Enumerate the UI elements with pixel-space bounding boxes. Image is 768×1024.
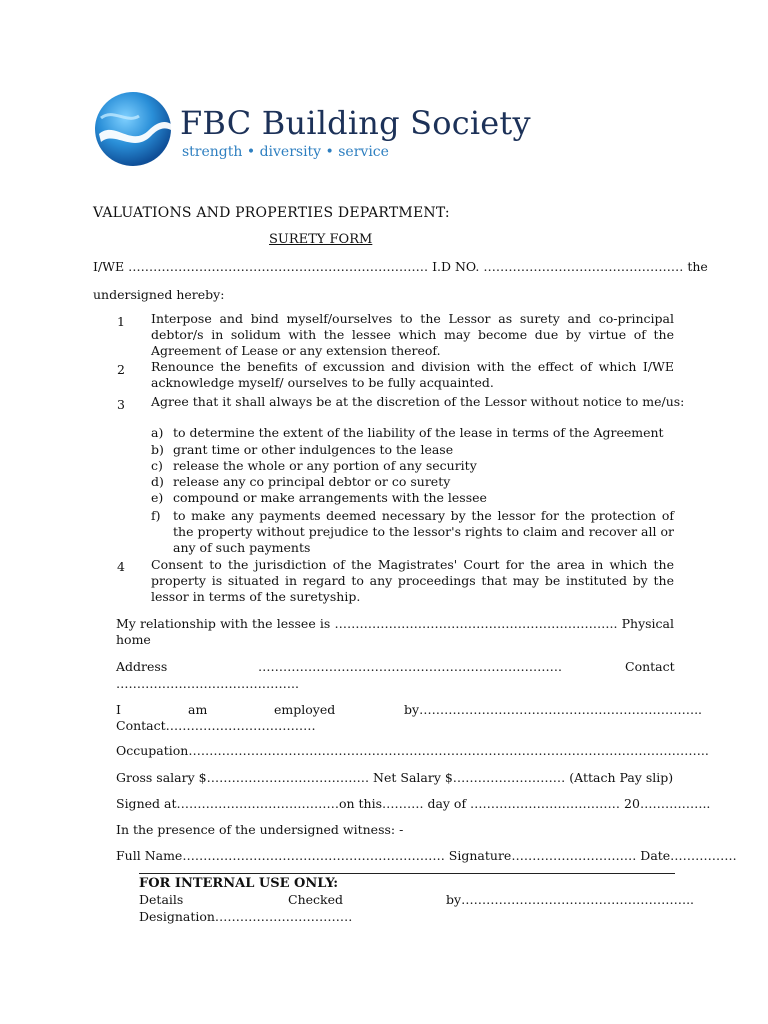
sub-item-text: release any co principal debtor or co surety <box>173 474 451 489</box>
witness-signature-fields[interactable]: Full Name……………………………………………………… Signature………………………… Date……………. <box>116 848 737 863</box>
employed-word: am <box>188 702 208 717</box>
signed-at-fields[interactable]: Signed at…………………………………on this………. day of ……………………………… 20…………….. <box>116 796 711 811</box>
sub-item-letter: c) <box>151 458 163 473</box>
clause-text: Consent to the jurisdiction of the Magistrates' Court for the area in which the property is situated in regard to any proceedings that may be instituted by the lessor in terms of the suretyship. <box>151 557 674 604</box>
department-heading: VALUATIONS AND PROPERTIES DEPARTMENT: <box>93 205 450 221</box>
org-name: FBC Building Society <box>180 104 531 142</box>
sub-item-letter: f) <box>151 508 161 523</box>
sub-item-letter: b) <box>151 442 164 457</box>
occupation-field[interactable]: Occupation…………………………………………………………………………………………………………….. <box>116 743 709 758</box>
sub-item-text: release the whole or any portion of any security <box>173 458 477 473</box>
clause-text: Agree that it shall always be at the discretion of the Lessor without notice to me/us: <box>151 394 685 409</box>
clause-number: 4 <box>117 559 125 574</box>
org-tagline: strength • diversity • service <box>182 144 389 160</box>
clause-number: 2 <box>117 362 125 377</box>
sub-item-text: to make any payments deemed necessary by the lessor for the protection of the property without prejudice to the lessor's rights to claim and recover all or any of such payments <box>173 508 674 555</box>
employer-field[interactable]: by………………………………………………………….. <box>404 702 703 717</box>
intro-line-undersigned: undersigned hereby: <box>93 287 225 302</box>
witness-label: In the presence of the undersigned witness: - <box>116 822 404 837</box>
sub-item-text: grant time or other indulgences to the lease <box>173 442 454 457</box>
address-label: Address <box>116 659 168 674</box>
contact-field[interactable]: …………………………………….. <box>116 676 299 691</box>
sub-item-letter: a) <box>151 425 164 440</box>
sub-item-text: to determine the extent of the liability of the lease in terms of the Agreement <box>173 425 664 440</box>
internal-designation-field[interactable]: Designation…………………………… <box>139 909 353 924</box>
sub-item-text: compound or make arrangements with the lessee <box>173 490 487 505</box>
clause-text: Interpose and bind myself/ourselves to the Lessor as surety and co-principal debtor/s in solidum with the lessee which may become due by virtue of the Agreement of Lease or any extension thereof. <box>151 311 674 358</box>
internal-checked-by-field[interactable]: by……………………………………………….. <box>446 892 695 907</box>
clause-number: 3 <box>117 397 125 412</box>
fbc-logo-swoosh-icon <box>93 90 173 168</box>
address-field[interactable]: ………………………………………………………………. <box>258 659 562 674</box>
internal-use-title: FOR INTERNAL USE ONLY: <box>139 876 339 891</box>
relationship-field[interactable]: My relationship with the lessee is ………………………………………………………….. Physical <box>116 616 674 631</box>
clause-text: Renounce the benefits of excussion and division with the effect of which I/WE acknowledge myself/ ourselves to be fully acquainted. <box>151 359 674 390</box>
sub-item-letter: d) <box>151 474 164 489</box>
clause-number: 1 <box>117 314 125 329</box>
salary-fields[interactable]: Gross salary $………………………………… Net Salary $……………………… (Attach Pay slip) <box>116 770 674 785</box>
contact-label: Contact <box>625 659 675 674</box>
form-title: SURETY FORM <box>269 232 373 247</box>
employed-word: employed <box>274 702 336 717</box>
sub-item-letter: e) <box>151 490 164 505</box>
relationship-field-cont: home <box>116 632 151 647</box>
internal-details-label: Details <box>139 892 184 907</box>
employed-word: I <box>116 702 121 717</box>
intro-line-name-id: I/WE ……………………………………………………………… I.D NO. ………………………………………… the <box>93 259 708 274</box>
employer-contact-field[interactable]: Contact……………………………… <box>116 718 316 733</box>
internal-divider <box>139 873 675 874</box>
internal-checked-label: Checked <box>288 892 343 907</box>
